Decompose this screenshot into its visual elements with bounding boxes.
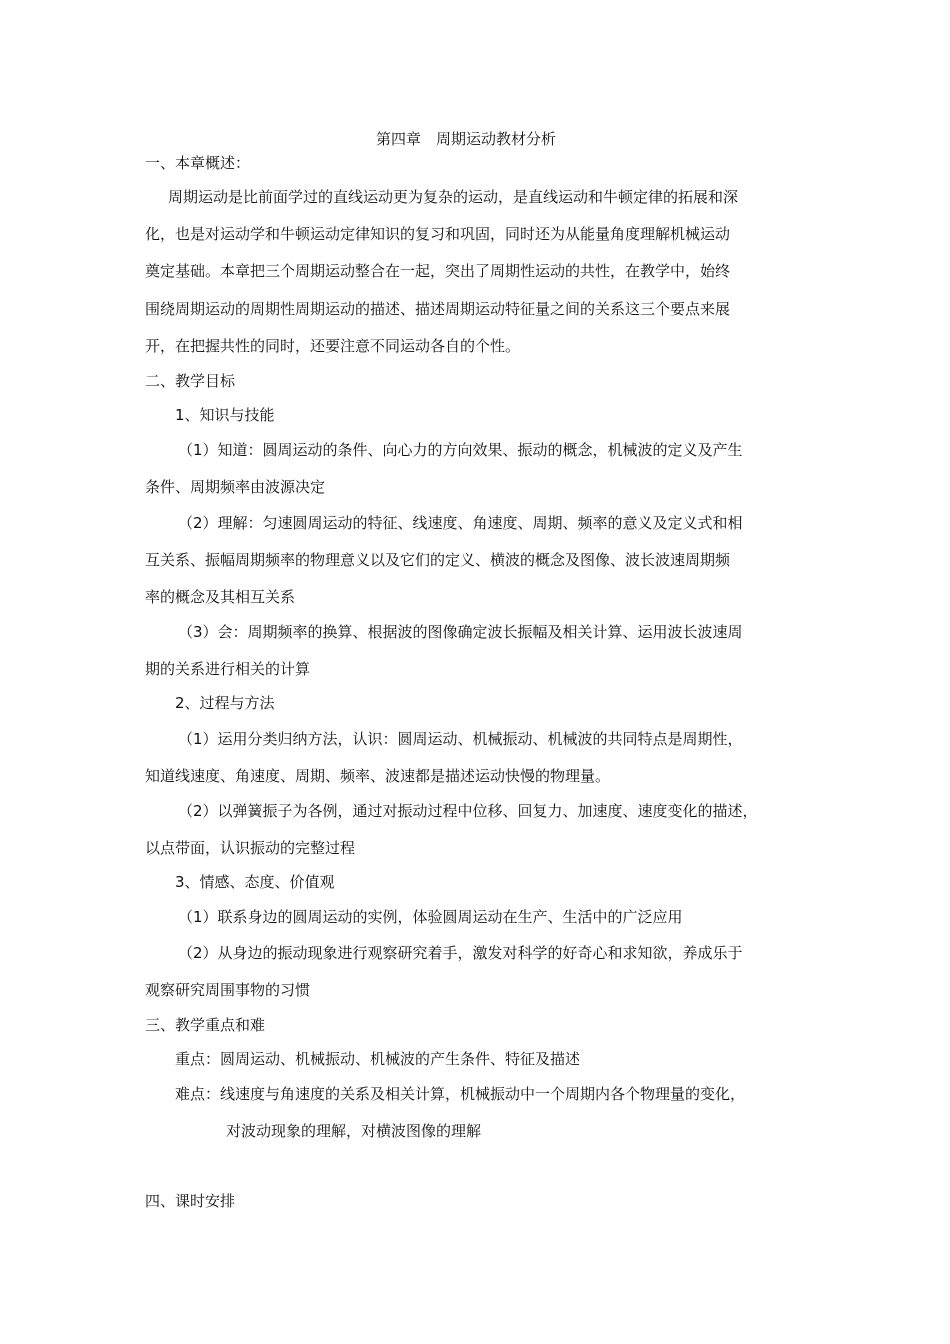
list-item-line: 条件、周期频率由波源决定 [145, 478, 326, 496]
list-item-line: 率的概念及其相互关系 [145, 588, 296, 606]
list-item-line: （3）会：周期频率的换算、根据波的图像确定波长振幅及相关计算、运用波长波速周 [178, 623, 743, 641]
paragraph-line: 围绕周期运动的周期性周期运动的描述、描述周期运动特征量之间的关系这三个要点来展 [145, 300, 731, 318]
section-heading-key-points: 三、教学重点和难 [145, 1016, 266, 1034]
subsection-heading-process: 2、过程与方法 [175, 694, 275, 712]
document-title: 第四章 周期运动教材分析 [376, 130, 557, 148]
list-item-line: （2）理解：匀速圆周运动的特征、线速度、角速度、周期、频率的意义及定义式和相 [178, 514, 743, 532]
paragraph-line: 化，也是对运动学和牛顿运动定律知识的复习和巩固，同时还为从能量角度理解机械运动 [145, 225, 731, 243]
list-item-line: 互关系、振幅周期频率的物理意义以及它们的定义、横波的概念及图像、波长波速周期频 [145, 551, 731, 569]
difficulty-line: 对波动现象的理解，对横波图像的理解 [226, 1122, 482, 1140]
list-item-line: 期的关系进行相关的计算 [145, 660, 311, 678]
list-item-line: （1）知道：圆周运动的条件、向心力的方向效果、振动的概念，机械波的定义及产生 [178, 441, 743, 459]
section-heading-schedule: 四、课时安排 [145, 1192, 236, 1210]
list-item-line: （2）以弹簧振子为各例，通过对振动过程中位移、回复力、加速度、速度变化的描述， [178, 802, 758, 820]
paragraph-line: 奠定基础。本章把三个周期运动整合在一起，突出了周期性运动的共性，在教学中，始终 [145, 262, 731, 280]
paragraph-line: 周期运动是比前面学过的直线运动更为复杂的运动，是直线运动和牛顿定律的拓展和深 [168, 188, 739, 206]
list-item-line: 以点带面，认识振动的完整过程 [145, 839, 356, 857]
list-item-line: （1）联系身边的圆周运动的实例，体验圆周运动在生产、生活中的广泛应用 [178, 908, 683, 926]
subsection-heading-values: 3、情感、态度、价值观 [175, 873, 335, 891]
subsection-heading-knowledge: 1、知识与技能 [175, 406, 275, 424]
difficulty-line: 难点：线速度与角速度的关系及相关计算，机械振动中一个周期内各个物理量的变化， [175, 1085, 746, 1103]
section-heading-overview: 一、本章概述： [145, 154, 251, 172]
list-item-line: 观察研究周围事物的习惯 [145, 981, 311, 999]
section-heading-objectives: 二、教学目标 [145, 372, 236, 390]
paragraph-line: 开，在把握共性的同时，还要注意不同运动各自的个性。 [145, 337, 521, 355]
key-point-line: 重点：圆周运动、机械振动、机械波的产生条件、特征及描述 [175, 1050, 581, 1068]
list-item-line: （1）运用分类归纳方法，认识：圆周运动、机械振动、机械波的共同特点是周期性， [178, 730, 743, 748]
list-item-line: 知道线速度、角速度、周期、频率、波速都是描述运动快慢的物理量。 [145, 767, 611, 785]
list-item-line: （2）从身边的振动现象进行观察研究着手，激发对科学的好奇心和求知欲，养成乐于 [178, 944, 743, 962]
